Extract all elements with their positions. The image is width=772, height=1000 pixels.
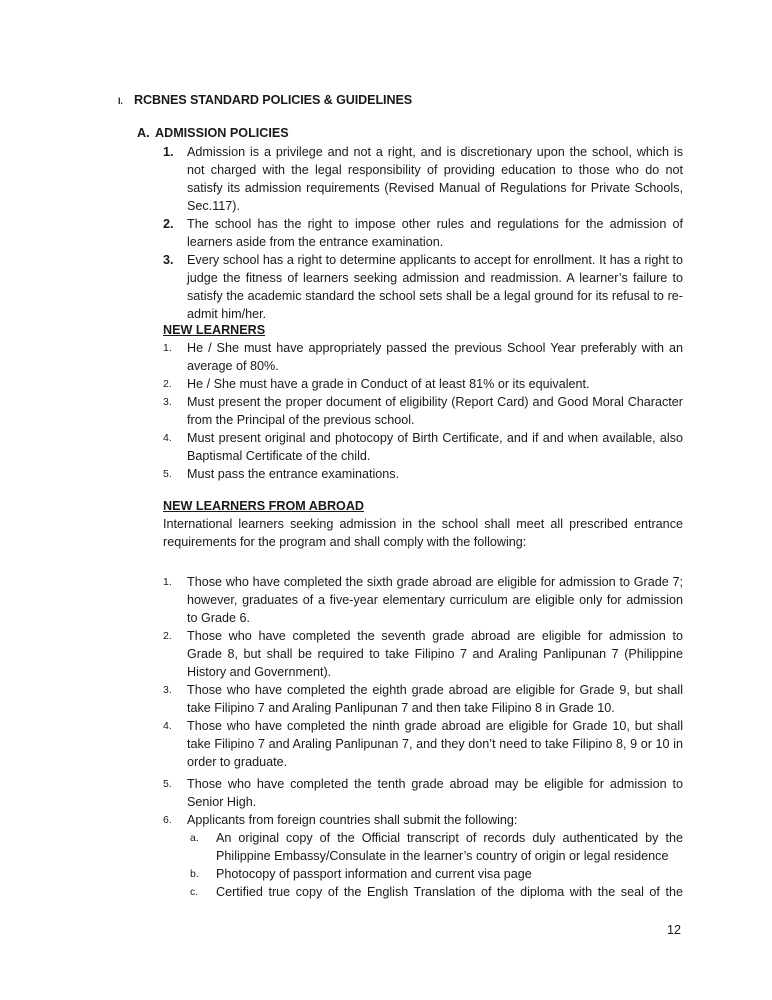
list-number: 1. — [163, 145, 174, 159]
list-item — [163, 573, 683, 627]
list-number: 2. — [163, 378, 172, 390]
list-item — [163, 465, 683, 483]
list-text: Must present original and photocopy of Birth Certificate, and if and when available, also Baptismal Certificate of the child. — [187, 431, 683, 463]
list-item — [163, 375, 683, 393]
list-text: Those who have completed the sixth grade abroad are eligible for admission to Grade 7; however, graduates of a five-year elementary curriculum are eligible only for admission to Grade 6. — [187, 575, 683, 625]
list-number: 2. — [163, 630, 172, 642]
new-learners-abroad-section — [163, 497, 683, 901]
list-text: The school has the right to impose other rules and regulations for the admission of learners aside from the entrance examination. — [187, 217, 683, 249]
subsection-title: ADMISSION POLICIES — [155, 126, 289, 140]
list-text: Must present the proper document of eligibility (Report Card) and Good Moral Character from the Principal of the previous school. — [187, 395, 683, 427]
new-learners-title: NEW LEARNERS — [163, 323, 266, 337]
sub-list-item — [190, 829, 683, 865]
list-item — [163, 393, 683, 429]
list-text: Admission is a privilege and not a right, and is discretionary upon the school, which is not charged with the legal responsibility of providing education to those who do not satisfy its admission requirements (Revised Manual of Regulations for Private Schools, Sec.117). — [187, 145, 683, 213]
list-item — [163, 429, 683, 465]
sub-list-letter: c. — [190, 886, 199, 898]
list-text: Every school has a right to determine applicants to accept for enrollment. It has a right to judge the fitness of learners seeking admission and readmission. A learner’s failure to satisfy the academic standard the school sets shall be a legal ground for its refusal to re-admit him/her. — [187, 253, 683, 321]
page-number: 12 — [667, 923, 682, 937]
list-item — [163, 627, 683, 681]
list-item — [163, 339, 683, 375]
list-number: 4. — [163, 432, 172, 444]
list-text: He / She must have a grade in Conduct of at least 81% or its equivalent. — [187, 377, 590, 391]
list-item — [163, 215, 683, 251]
list-text: Those who have completed the eighth grade abroad are eligible for Grade 9, but shall take Filipino 7 and Araling Panlipunan 7 and then take Filipino 8 in Grade 10. — [187, 683, 683, 715]
subsection-letter: A. — [137, 126, 150, 140]
list-text: Those who have completed the seventh grade abroad are eligible for admission to Grade 8, but shall be required to take Filipino 7 and Araling Panlipunan 7 (Philippine History and Government). — [187, 629, 683, 679]
abroad-intro-paragraph: International learners seeking admission in the school shall meet all prescribed entrance requirements for the program and shall comply with the following: — [163, 517, 683, 549]
list-number: 6. — [163, 814, 172, 826]
list-text: He / She must have appropriately passed the previous School Year preferably with an average of 80%. — [187, 341, 683, 373]
admission-policies-list — [163, 143, 683, 323]
list-item — [163, 681, 683, 717]
new-learners-section — [163, 321, 683, 483]
list-text: Those who have completed the tenth grade abroad may be eligible for admission to Senior High. — [187, 777, 683, 809]
list-number: 3. — [163, 253, 174, 267]
list-number: 5. — [163, 778, 172, 790]
list-number: 4. — [163, 720, 172, 732]
new-learners-abroad-title: NEW LEARNERS FROM ABROAD — [163, 499, 365, 513]
list-number: 3. — [163, 684, 172, 696]
sub-list-item — [190, 865, 683, 883]
section-title: RCBNES STANDARD POLICIES & GUIDELINES — [134, 93, 413, 107]
sub-list-letter: a. — [190, 832, 199, 844]
list-item — [163, 717, 683, 771]
sub-list-text: Certified true copy of the English Translation of the diploma with the seal of the — [216, 885, 683, 899]
list-number: 1. — [163, 576, 172, 588]
list-number: 2. — [163, 217, 174, 231]
list-item — [163, 811, 683, 901]
sub-list-letter: b. — [190, 868, 199, 880]
list-number: 3. — [163, 396, 172, 408]
list-item — [163, 775, 683, 811]
list-item — [163, 143, 683, 215]
list-item — [163, 251, 683, 323]
sub-list-item — [190, 883, 683, 901]
list-number: 5. — [163, 468, 172, 480]
sub-list-text: Photocopy of passport information and current visa page — [216, 867, 532, 881]
list-text: Applicants from foreign countries shall submit the following: — [187, 813, 518, 827]
list-text: Those who have completed the ninth grade abroad are eligible for Grade 10, but shall take Filipino 7 and Araling Panlipunan 7, and they don’t need to take Filipino 8, 9 or 10 in order to graduate. — [187, 719, 683, 769]
sub-list-text: An original copy of the Official transcript of records duly authenticated by the Philippine Embassy/Consulate in the learner’s country of origin or legal residence — [216, 831, 683, 863]
section-heading — [118, 91, 412, 110]
list-text: Must pass the entrance examinations. — [187, 467, 400, 481]
section-numeral: I. — [118, 96, 123, 106]
list-number: 1. — [163, 342, 172, 354]
subsection-heading — [137, 124, 289, 142]
